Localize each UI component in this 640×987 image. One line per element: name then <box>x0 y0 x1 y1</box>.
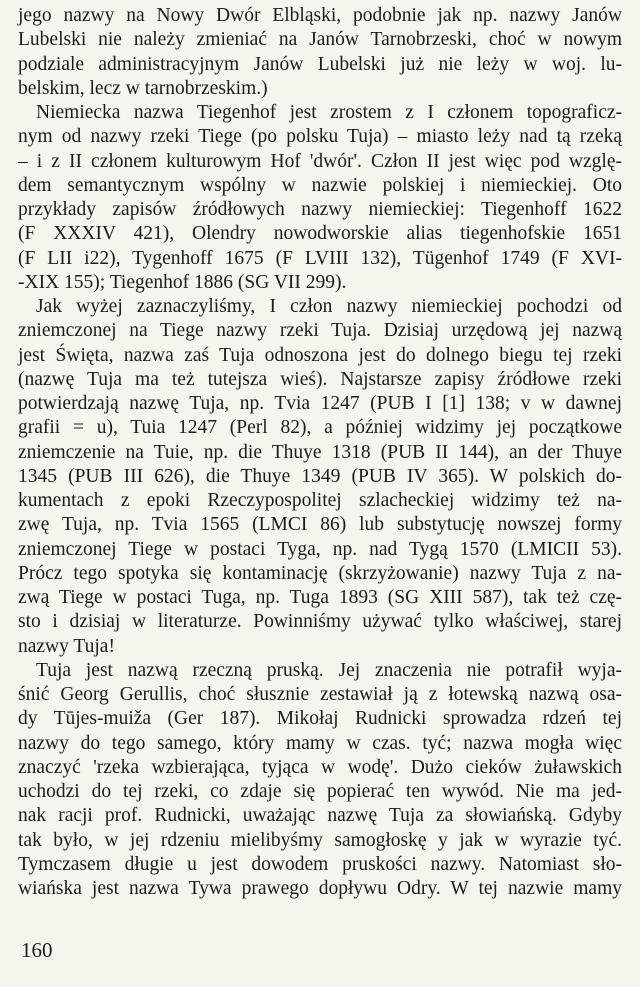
text-line: dem semantycznym wspólny w nazwie polskiej i niemieckiej. Oto <box>18 174 622 196</box>
body-text <box>18 4 622 901</box>
text-line: dy Tūjes-muiža (Ger 187). Mikołaj Rudnicki sprowadza rdzeń tej <box>18 708 622 730</box>
text-line: -XIX 155); Tiegenhof 1886 (SG VII 299). <box>18 271 347 293</box>
text-line: Prócz tego spotyka się kontaminację (skrzyżowanie) nazwy Tuja z na- <box>18 562 622 584</box>
text-line: śnić Georg Gerullis, choć słusznie zestawiał ją z łotewską nazwą osa- <box>18 684 622 705</box>
text-line: nym od nazwy rzeki Tiege (po polsku Tuja) – miasto leży nad tą rzeką <box>18 126 622 148</box>
text-line: zwę Tuja, np. Tvia 1565 (LMCI 86) lub substytucję nowszej formy <box>18 514 622 536</box>
text-line: uchodzi do tej rzeki, co zdaje się popierać ten wywód. Nie ma jed- <box>18 781 622 802</box>
page-number: 160 <box>21 938 53 962</box>
text-line: – i z II członem kulturowym Hof 'dwór'. Człon II jest więc pod wzglę- <box>18 150 622 172</box>
text-line: zniemczonej na Tiege nazwy rzeki Tuja. Dzisiaj urzędową jej nazwą <box>18 320 622 342</box>
text-line: wiańska jest nazwa Tywa prawego dopływu Odry. W tej nazwie mamy <box>18 878 622 899</box>
text-line: nak racji prof. Rudnicki, uważając nazwę Tuja za słowiańską. Gdyby <box>18 805 622 827</box>
text-line: belskim, lecz w tarnobrzeskim.) <box>18 77 268 99</box>
text-line: nazwy do tego samego, który mamy w czas. tyć; nazwa mogła więc <box>18 732 622 754</box>
text-line: Jak wyżej zaznaczyliśmy, I człon nazwy niemieckiej pochodzi od <box>36 296 622 317</box>
text-line: Tymczasem długie u jest dowodem pruskości nazwy. Natomiast sło- <box>18 853 622 875</box>
text-line: potwierdzają nazwę Tuja, np. Tvia 1247 (PUB I [1] 138; v w dawnej <box>18 393 622 414</box>
text-line: jest Święta, nazwa zaś Tuja odnoszona jest do dolnego biegu tej rzeki <box>18 344 622 366</box>
text-line: tak było, w jej rdzeniu mielibyśmy samogłoskę y jak w wyrazie tyć. <box>18 829 622 851</box>
text-line: nazwy Tuja! <box>18 635 115 657</box>
text-line: (F XXXIV 421), Olendry nowodworskie alias tiegenhofskie 1651 <box>18 223 622 245</box>
text-line: grafii = u), Tuia 1247 (Perl 82), a później widzimy jej początkowe <box>18 417 622 439</box>
text-line: zwą Tiege w postaci Tuga, np. Tuga 1893 (SG XIII 587), tak też czę- <box>18 587 622 608</box>
text-line: podziale administracyjnym Janów Lubelski już nie leży w woj. lu- <box>18 53 622 75</box>
text-line: Lubelski nie należy zmieniać na Janów Tarnobrzeski, choć w nowym <box>18 29 622 51</box>
text-line: zniemczonej Tiege w postaci Tyga, np. nad Tygą 1570 (LMICII 53). <box>18 538 622 560</box>
text-line: Niemiecka nazwa Tiegenhof jest zrostem z I członem topograficz- <box>36 102 622 123</box>
text-line: przykłady zapisów źródłowych nazwy niemieckiej: Tiegenhoff 1622 <box>18 199 622 220</box>
text-line: Tuja jest nazwą rzeczną pruską. Jej znaczenia nie potrafił wyja- <box>36 659 622 681</box>
text-line: kumentach z epoki Rzeczypospolitej szlacheckiej widzimy też na- <box>18 490 622 511</box>
text-line: znaczyć 'rzeka wzbierająca, tyjąca w wodę'. Dużo cieków żuławskich <box>18 756 622 778</box>
text-line: zniemczenie na Tuie, np. die Thuye 1318 (PUB II 144), an der Thuye <box>18 441 622 463</box>
text-line: jego nazwy na Nowy Dwór Elbląski, podobnie jak np. nazwy Janów <box>18 5 622 26</box>
text-line: (F LII i22), Tygenhoff 1675 (F LVIII 132), Tügenhof 1749 (F XVI- <box>18 247 622 269</box>
text-line: sto i dzisiaj w literaturze. Powinniśmy używać tylko właściwej, starej <box>18 611 622 633</box>
text-line: (nazwę Tuja ma też tutejsza wieś). Najstarsze zapisy źródłowe rzeki <box>18 368 622 390</box>
text-line: 1345 (PUB III 626), die Thuye 1349 (PUB IV 365). W polskich do- <box>18 465 622 487</box>
